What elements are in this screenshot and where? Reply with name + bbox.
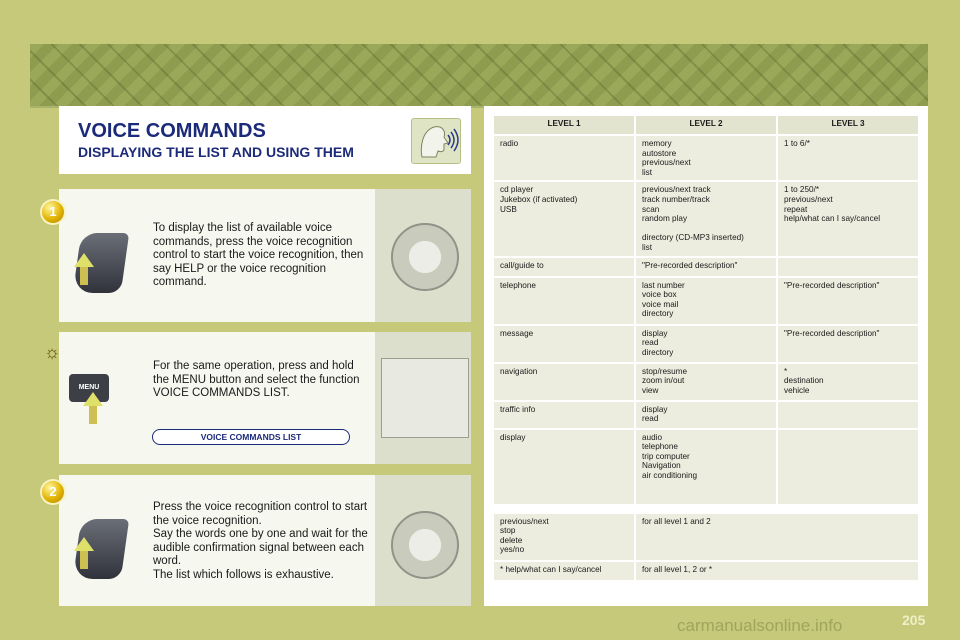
table-row [494,430,918,504]
page-title: VOICE COMMANDS [78,120,266,142]
cell-level-2: "Pre-recorded description" [636,258,776,276]
watermark: carmanualsonline.info [677,616,843,635]
press-arrow-icon [74,253,94,267]
cell-level-3: 1 to 250/* previous/next repeat help/what can I say/cancel [778,182,918,255]
header-level-3: LEVEL 3 [778,116,918,134]
step-1-illustration [375,189,471,322]
tip-text: For the same operation, press and hold the MENU button and select the function VOICE COMMANDS LIST. [153,360,360,400]
cell-level-2: display read [636,402,776,428]
page-number: 205 [902,612,926,628]
voice-head-icon [411,118,461,164]
step-1-body [49,189,375,322]
header-level-2: LEVEL 2 [636,116,776,134]
cell-level-3: * destination vehicle [778,364,918,400]
step-1-section [49,189,471,322]
cell-level-2: last number voice box voice mail directory [636,278,776,324]
table-row [494,402,918,428]
step-2-illustration [375,475,471,606]
table-row [494,364,918,400]
table-row [494,278,918,324]
header-level-1: LEVEL 1 [494,116,634,134]
tip-section [43,332,471,464]
cell-level-2: previous/next track track number/track scan random play directory (CD-MP3 inserted) list [636,182,776,255]
table-row [494,182,918,255]
cell-level-1: cd player Jukebox (if activated) USB [494,182,634,255]
cell-level-3 [778,430,918,504]
cell-level-2: audio telephone trip computer Navigation air conditioning [636,430,776,504]
cell-level-2: memory autostore previous/next list [636,136,776,180]
table-row [494,258,918,276]
step-2-section [49,475,471,606]
table-header-row [494,116,918,134]
steering-wheel-icon [391,511,459,579]
steering-wheel-icon [391,223,459,291]
press-arrow-stem [80,265,88,285]
table-footer-row [494,514,918,560]
cell-level-3: 1 to 6/* [778,136,918,180]
table-footer-row [494,562,918,580]
tip-illustration [375,332,471,464]
press-arrow-icon [74,537,94,551]
cell-level-3: "Pre-recorded description" [778,326,918,362]
cell-level-3 [778,402,918,428]
cell-level-3 [778,258,918,276]
voice-commands-list-pill: VOICE COMMANDS LIST [152,429,350,445]
step-1-text: To display the list of available voice commands, press the voice recognition control to start the voice recognition, then say HELP or the voice recognition command. [153,222,364,289]
decorative-banner [30,44,928,108]
voice-commands-table [492,114,920,582]
footer-scope-cell: for all level 1, 2 or * [636,562,918,580]
cell-level-1: message [494,326,634,362]
cell-level-1: navigation [494,364,634,400]
cell-level-2: display read directory [636,326,776,362]
cell-level-3: "Pre-recorded description" [778,278,918,324]
press-arrow-stem [89,404,97,424]
cell-level-1: call/guide to [494,258,634,276]
cell-level-1: traffic info [494,402,634,428]
cell-level-1: telephone [494,278,634,324]
footer-scope-cell: for all level 1 and 2 [636,514,918,560]
press-arrow-icon [83,392,103,406]
footer-command-cell: previous/next stop delete yes/no [494,514,634,560]
table-row [494,326,918,362]
title-box [59,106,471,174]
page-subtitle: DISPLAYING THE LIST AND USING THEM [78,144,354,160]
step-2-body [49,475,375,606]
tip-body [43,332,375,464]
press-arrow-stem [80,549,88,569]
cell-level-1: display [494,430,634,504]
step-2-text: Press the voice recognition control to start the voice recognition. Say the words one by one and wait for the audible confirmation signal between each word. The list which follows is exhaustive. [153,501,368,581]
table-row [494,136,918,180]
step-1-badge: 1 [42,201,64,223]
cell-level-2: stop/resume zoom in/out view [636,364,776,400]
menu-button-icon: MENU [69,374,109,402]
footer-command-cell: * help/what can I say/cancel [494,562,634,580]
voice-commands-table-panel [484,106,928,606]
step-2-badge: 2 [42,481,64,503]
tip-sun-icon: ☼ [43,342,61,362]
cell-level-1: radio [494,136,634,180]
audio-console-icon [381,358,469,438]
